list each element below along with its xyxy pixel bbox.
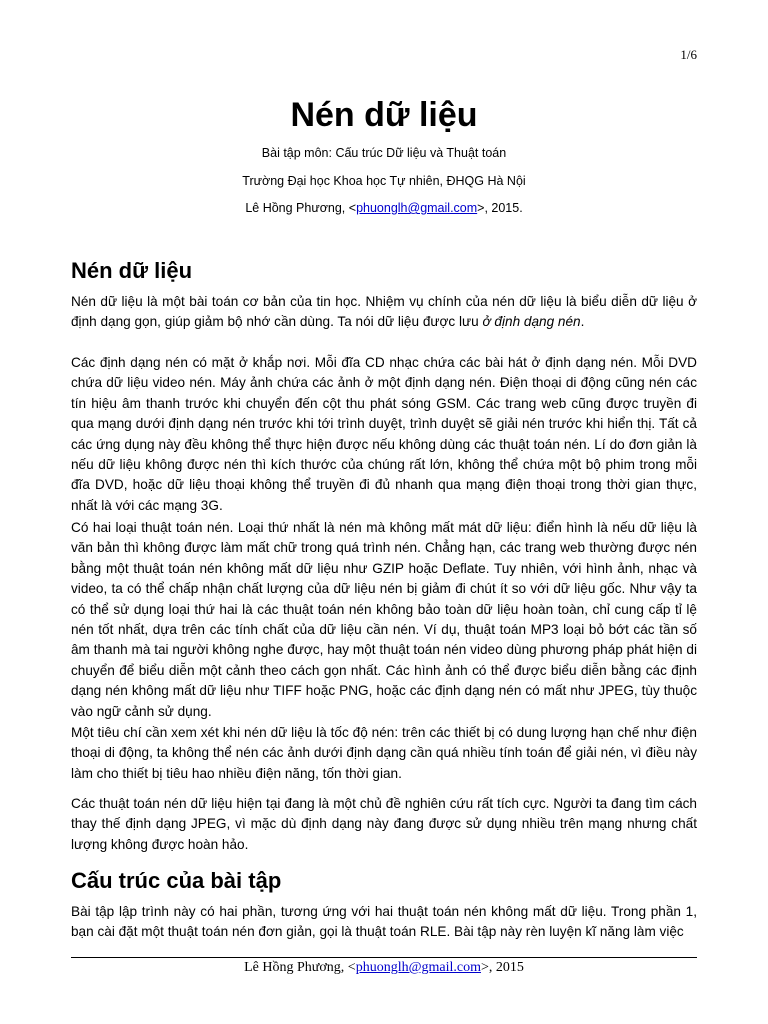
paragraph-algorithm-types: Có hai loại thuật toán nén. Loại thứ nhất là nén mà không mất mát dữ liệu: điển hình là nếu dữ liệu là văn bản thì không được làm mất chữ trong quá trình nén. Chẳng hạn, các trang web thường được nén bằng một thuật toán nén không mất dữ liệu như GZIP hoặc Deflate. Tuy nhiên, với hình ảnh, nhạc và video, ta có thể chấp nhận chất lượng của dữ liệu nén bị giảm đi chút ít so với dữ liệu gốc. Như vậy ta có thể sử dụng loại thứ hai là các thuật toán nén không bảo toàn dữ liệu hoàn toàn, chỉ cung cấp tỉ lệ nén tốt nhất, dựa trên các tính chất của dữ liệu cần nén. Ví dụ, thuật toán MP3 loại bỏ bớt các tần số âm thanh mà tai người không nghe được, hay một thuật toán nén video dùng phương pháp phát hiện di chuyển để biểu diễn một cảnh theo cách gọn nhất. Các hình ảnh có thể được biểu diễn bằng các định dạng nén không mất dữ liệu như TIFF hoặc PNG, hoặc các định dạng nén có mất như JPEG, tùy thuộc vào ngữ cảnh sử dụng. — [71, 520, 697, 719]
paragraph-intro-end: . — [580, 314, 585, 330]
paragraph-intro-main: Nén dữ liệu là một bài toán cơ bản của tin học. Nhiệm vụ chính của nén dữ liệu là biểu diễn dữ liệu ở định dạng gọn, giúp giảm bộ nhớ cần dùng. Ta nói dữ liệu được lưu — [71, 294, 697, 330]
author-suffix: >, 2015. — [477, 201, 523, 215]
paragraph-formats: Các định dạng nén có mặt ở khắp nơi. Mỗi đĩa CD nhạc chứa các bài hát ở định dạng nén. Mỗi DVD chứa dữ liệu video nén. Máy ảnh chứa các ảnh ở một định dạng nén. Điện thoại di động cũng nén các tín hiệu âm thanh trước khi chuyển đến cột thu phát sóng GSM. Các trang web cũng được truyền đi qua mạng dưới định dạng nén trước khi tới trình duyệt, trình duyệt sẽ giải nén trước khi hiển thị. Tất cả các ứng dụng này đều không thể thực hiện được nếu không dùng các thuật toán nén. Lí do đơn giản là nếu dữ liệu không được nén thì kích thước của chúng rất lớn, không thể chứa một bộ phim trong mỗi đĩa DVD, hoặc dữ liệu thoại không thể truyền đi đủ nhanh qua mạng điện thoại trong thời gian thực, nhất là với các mạng 3G. — [71, 355, 697, 513]
page-footer — [0, 960, 768, 976]
paragraph-intro — [71, 292, 697, 333]
paragraph-intro-italic: ở định dạng nén — [482, 314, 581, 330]
paragraph-structure: Bài tập lập trình này có hai phần, tương ứng với hai thuật toán nén không mất dữ liệu. Trong phần 1, bạn cài đặt một thuật toán nén đơn giản, gọi là thuật toán RLE. Bài tập này rèn luyện kĩ năng làm việc — [71, 904, 697, 940]
author-prefix: Lê Hồng Phương, < — [245, 201, 357, 215]
document-title: Nén dữ liệu — [290, 96, 478, 134]
course-line: Bài tập môn: Cấu trúc Dữ liệu và Thuật toán — [261, 146, 507, 160]
footer-prefix: Lê Hồng Phương, < — [244, 960, 356, 975]
author-email-link[interactable]: phuonglh@gmail.com — [356, 201, 478, 215]
paragraph-research: Các thuật toán nén dữ liệu hiện tại đang là một chủ đề nghiên cứu rất tích cực. Người ta đang tìm cách thay thế định dạng JPEG, vì mặc dù định dạng này đang được sử dụng nhiều trên mạng nhưng chất lượng không được hoàn hảo. — [71, 796, 697, 852]
school-line: Trường Đại học Khoa học Tự nhiên, ĐHQG Hà Nội — [242, 174, 526, 188]
author-line — [0, 201, 768, 215]
paragraph-speed: Một tiêu chí cần xem xét khi nén dữ liệu là tốc độ nén: trên các thiết bị có dung lượng hạn chế như điện thoại di động, ta không thể nén các ảnh dưới định dạng cần quá nhiều tính toán để giải nén, vì điều này làm cho thiết bị tiêu hao nhiều điện năng, tốn thời gian. — [71, 725, 697, 781]
footer-suffix: >, 2015 — [480, 960, 524, 975]
section-heading-structure: Cấu trúc của bài tập — [71, 868, 282, 893]
footer-email-link[interactable]: phuonglh@gmail.com — [355, 960, 481, 975]
page-number: 1/6 — [680, 47, 697, 62]
footer-divider — [71, 957, 697, 958]
section-heading-compression: Nén dữ liệu — [71, 258, 193, 283]
